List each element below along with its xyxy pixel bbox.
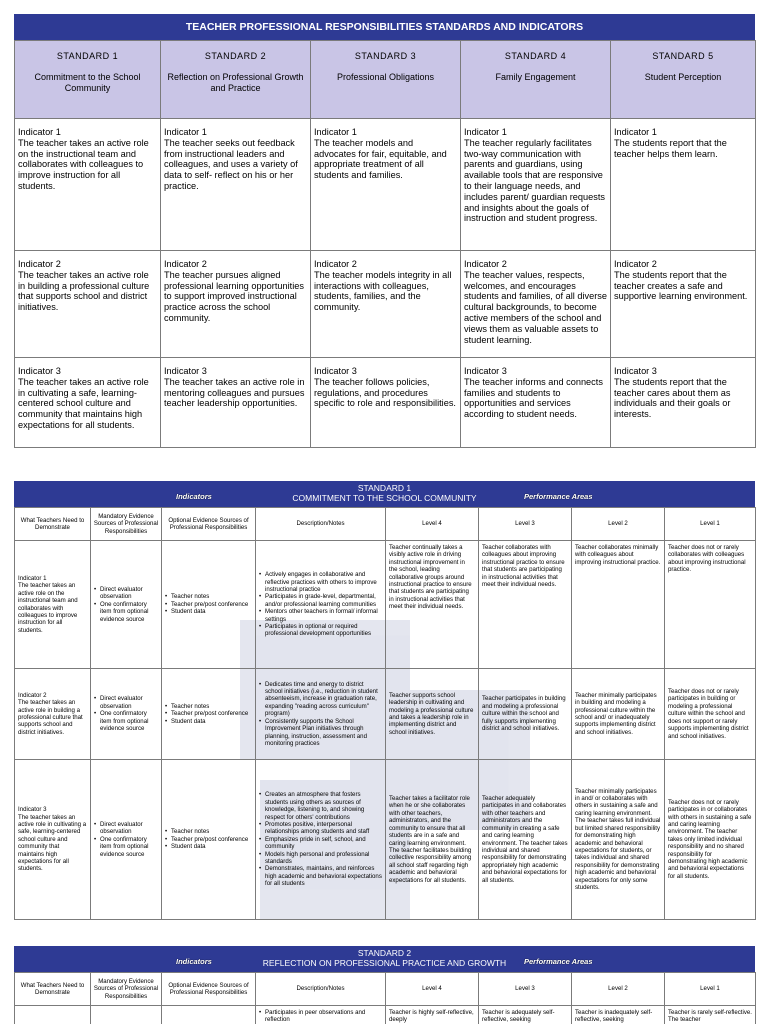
indicator-text: The teacher models integrity in all interactions with colleagues, students, families, and the community. — [314, 269, 452, 313]
column-header: Level 4 — [386, 508, 479, 541]
optional-evidence-cell — [162, 760, 256, 920]
indicator-cell — [15, 1006, 91, 1024]
indicator-cell — [161, 251, 311, 358]
level1-cell: Teacher does not or rarely participates in building or modeling a professional culture within the school and does not support or rarely supports implementing district and school initiatives. — [665, 669, 756, 760]
indicator-cell — [461, 119, 611, 251]
column-header: Level 4 — [386, 973, 479, 1006]
level1-cell: Teacher does not or rarely collaborates with colleagues about improving instructional practice. — [665, 541, 756, 669]
standard1-rubric-table — [14, 507, 756, 920]
list-item: • One confirmatory item from optional evidence source — [94, 710, 158, 732]
list-item: • Mentors other teachers in formal/ informal settings — [259, 608, 382, 623]
level3-cell: Teacher collaborates with colleagues about improving instructional practice to ensure that students are participating in instructional activities that meet their individual needs. — [479, 541, 572, 669]
column-header: Optional Evidence Sources of Professional Responsibilities — [162, 508, 256, 541]
standard-name: Student Perception — [644, 72, 722, 82]
standard-name: Family Engagement — [495, 72, 576, 82]
level4-cell: Teacher continually takes a visibly active role in driving instructional improvement in the school, leading collaborative groups around instructional practice to ensure that students are participating in instructional activities that meet their individual needs. — [386, 541, 479, 669]
optional-evidence-cell — [162, 669, 256, 760]
indicator-cell: Indicator 1 The teacher takes an active role on the instructional team and collaborates with colleagues to improve instruction for all students. — [15, 541, 91, 669]
description-cell — [256, 1006, 386, 1024]
indicator-cell — [161, 358, 311, 448]
mandatory-evidence-cell — [91, 1006, 162, 1024]
level3-cell: Teacher is adequately self-reflective, seeking — [479, 1006, 572, 1024]
indicator-text: The teacher regularly facilitates two-way communication with parents and guardians, using available tools that are responsive to their language needs, and includes parent/ guardian requests and insights about the goals of instruction and student progress. — [464, 137, 605, 224]
indicator-heading: Indicator 1 — [464, 127, 507, 137]
list-item: • Models high personal and professional standards — [259, 851, 382, 866]
standard-label: STANDARD 5 — [652, 51, 714, 61]
indicator-text: The students report that the teacher cares about them as individuals and their goals or interests. — [614, 376, 731, 420]
indicator-heading: Indicator 2 — [164, 259, 207, 269]
standard-header — [15, 41, 161, 119]
list-item: • Direct evaluator observation — [94, 821, 158, 836]
level2-cell: Teacher minimally participates in and/ or collaborates with others in sustaining a safe and caring learning environment. The teacher takes full individual but limited shared responsibility for demonstrating high academic and behavioral expectations for students, or takes individual and shared responsibility for demonstrating high academic and behavioral expectations for only some students. — [572, 760, 665, 920]
indicators-label: Indicators — [176, 492, 212, 501]
performance-areas-label: Performance Areas — [524, 957, 593, 966]
list-item: • Direct evaluator observation — [94, 586, 158, 601]
list-item: • Participates in peer observations and reflection — [259, 1009, 382, 1024]
section1-title-bar — [14, 14, 755, 40]
indicator-heading: Indicator 1 — [314, 127, 357, 137]
standard-name: Commitment to the School Community — [34, 72, 141, 93]
standard-header — [161, 41, 311, 119]
section2-title-bar — [14, 481, 755, 507]
list-item: • One confirmatory item from optional evidence source — [94, 836, 158, 858]
indicator-text: The teacher follows policies, regulations, and procedures specific to role and responsibilities. — [314, 376, 456, 409]
indicator-cell — [311, 358, 461, 448]
indicator-heading: Indicator 2 — [18, 259, 61, 269]
indicator-cell — [461, 251, 611, 358]
standard-title: COMMITMENT TO THE SCHOOL COMMUNITY — [292, 493, 477, 503]
indicator-cell — [611, 358, 756, 448]
indicators-label: Indicators — [176, 957, 212, 966]
description-cell — [256, 541, 386, 669]
level2-cell: Teacher collaborates minimally with colleagues about improving instructional practice. — [572, 541, 665, 669]
mandatory-evidence-cell — [91, 760, 162, 920]
indicator-heading: Indicator 2 — [314, 259, 357, 269]
indicator-heading: Indicator 3 — [464, 366, 507, 376]
indicator-heading: Indicator 1 — [18, 127, 61, 137]
table-row — [15, 541, 756, 669]
indicator-text: The students report that the teacher helps them learn. — [614, 137, 727, 159]
column-header: Description/Notes — [256, 973, 386, 1006]
list-item: • Teacher notes — [165, 593, 252, 600]
level4-cell: Teacher supports school leadership in cultivating and modeling a professional culture and takes a leadership role in implementing district and school initiatives. — [386, 669, 479, 760]
list-item: • Dedicates time and energy to district school initiatives (i.e., reduction in student absenteeism, increase in graduation rate, expanding "reading across curriculum" program) — [259, 681, 382, 718]
list-item: • Participates in optional or required professional development opportunities — [259, 623, 382, 638]
indicator-cell — [15, 119, 161, 251]
column-header: What Teachers Need to Demonstrate — [15, 973, 91, 1006]
table-row — [15, 669, 756, 760]
list-item: • Teacher pre/post conference — [165, 601, 252, 608]
indicator-cell — [161, 119, 311, 251]
level1-cell: Teacher is rarely self-reflective. The teacher — [665, 1006, 756, 1024]
table-row — [15, 760, 756, 920]
standard-label: STANDARD 3 — [354, 51, 417, 61]
standard-label: STANDARD 2 — [204, 51, 267, 61]
description-cell — [256, 760, 386, 920]
mandatory-evidence-cell — [91, 669, 162, 760]
list-item: • Creates an atmosphere that fosters students using others as sources of knowledge, listening to, and showing respect for others' contributions — [259, 791, 382, 821]
indicator-text: The teacher seeks out feedback from instructional leaders and colleagues, and uses a variety of data to self- reflect on his or her practice. — [164, 137, 298, 191]
list-item: • Emphasizes pride in self, school, and community — [259, 836, 382, 851]
column-header: Optional Evidence Sources of Professional Responsibilities — [162, 973, 256, 1006]
level2-cell: Teacher minimally participates in building and modeling a professional culture within the school and/ or inadequately supports implementing district and school initiatives. — [572, 669, 665, 760]
indicator-text: The teacher takes an active role in mentoring colleagues and pursues teacher leadership opportunities. — [164, 376, 305, 409]
list-item: • Participates in grade-level, departmental, and/or professional learning communities — [259, 593, 382, 608]
indicator-heading: Indicator 3 — [314, 366, 357, 376]
indicator-heading: Indicator 3 — [164, 366, 207, 376]
indicator-heading: Indicator 2 — [464, 259, 507, 269]
indicator-heading: Indicator 2 — [614, 259, 657, 269]
indicator-cell — [311, 251, 461, 358]
level1-cell: Teacher does not or rarely participates in or collaborates with others in sustaining a safe and caring learning environment. The teacher takes only limited individual responsibility and no shared responsibility for demonstrating high academic and behavioral expectations for all students. — [665, 760, 756, 920]
section3-title-bar — [14, 946, 755, 972]
list-item: • One confirmatory item from optional evidence source — [94, 601, 158, 623]
indicator-text: The teacher takes an active role on the instructional team and collaborates with colleagues to improve instruction for all students. — [18, 137, 149, 191]
standard-header — [461, 41, 611, 119]
column-header: Level 3 — [479, 973, 572, 1006]
standard-label: STANDARD 1 — [357, 483, 412, 493]
standard-header — [311, 41, 461, 119]
level2-cell: Teacher is inadequately self-reflective, seeking — [572, 1006, 665, 1024]
column-header: Mandatory Evidence Sources of Professional Responsibilities — [91, 973, 162, 1006]
indicator-text: The teacher takes an active role in building a professional culture that supports school and district initiatives. — [18, 269, 150, 313]
level3-cell: Teacher adequately participates in and collaborates with other teachers and administrators and the community in creating a safe and caring learning environment. The teacher takes individual and shared responsibility for demonstrating appropriately high academic and behavioral expectations for all students. — [479, 760, 572, 920]
level4-cell: Teacher is highly self-reflective, deeply — [386, 1006, 479, 1024]
indicator-text: The teacher values, respects, welcomes, and encourages students and families, of all diverse cultural backgrounds, to become active members of the school and views them as valuable assets to student learning. — [464, 269, 607, 345]
indicator-cell — [15, 358, 161, 448]
indicator-cell — [15, 251, 161, 358]
list-item: • Teacher notes — [165, 828, 252, 835]
optional-evidence-cell — [162, 541, 256, 669]
standard-header — [611, 41, 756, 119]
indicator-heading: Indicator 3 — [614, 366, 657, 376]
indicator-cell — [461, 358, 611, 448]
indicator-cell — [611, 119, 756, 251]
list-item: • Teacher notes — [165, 703, 252, 710]
performance-areas-label: Performance Areas — [524, 492, 593, 501]
column-header: Level 3 — [479, 508, 572, 541]
level4-cell: Teacher takes a facilitator role when he or she collaborates with other teachers, administrators, and the community to ensure that all students are in a safe and caring learning environment. The teacher facilitates building collective responsibility among all school staff regarding high academic and behavioral expectations for all students. — [386, 760, 479, 920]
indicator-text: The students report that the teacher creates a safe and supportive learning environment. — [614, 269, 748, 302]
column-header: Level 2 — [572, 973, 665, 1006]
list-item: • Promotes positive, interpersonal relationships among students and staff — [259, 821, 382, 836]
table-row — [15, 1006, 756, 1024]
list-item: • Teacher pre/post conference — [165, 836, 252, 843]
indicator-cell: Indicator 3 The teacher takes an active role in cultivating a safe, learning-centered school culture and community that maintains high expectations for all students. — [15, 760, 91, 920]
column-header: Level 2 — [572, 508, 665, 541]
standard-name: Professional Obligations — [336, 72, 435, 82]
indicator-text: The teacher informs and connects families and students to opportunities and services according to student needs. — [464, 376, 603, 420]
indicator-cell — [611, 251, 756, 358]
indicator-text: The teacher pursues aligned professional learning opportunities to support improved instructional practice across the school community. — [164, 269, 304, 323]
level3-cell: Teacher participates in building and modeling a professional culture within the school and fully supports implementing district and school initiatives. — [479, 669, 572, 760]
list-item: • Consistently supports the School Improvement Plan initiatives through planning, instruction, assessment and monitoring practices — [259, 718, 382, 748]
standard-label: STANDARD 2 — [357, 948, 412, 958]
column-header: Level 1 — [665, 973, 756, 1006]
indicator-heading: Indicator 3 — [18, 366, 61, 376]
section1-title: TEACHER PROFESSIONAL RESPONSIBILITIES STANDARDS AND INDICATORS — [185, 21, 584, 33]
list-item: • Direct evaluator observation — [94, 695, 158, 710]
column-header: What Teachers Need to Demonstrate — [15, 508, 91, 541]
list-item: • Actively engages in collaborative and reflective practices with others to improve instructional practice — [259, 571, 382, 593]
standard-label: STANDARD 1 — [56, 51, 119, 61]
list-item: • Student data — [165, 843, 252, 850]
standard-title: REFLECTION ON PROFESSIONAL PRACTICE AND GROWTH — [262, 958, 507, 968]
indicator-cell — [311, 119, 461, 251]
list-item: • Student data — [165, 608, 252, 615]
standards-overview-table — [14, 40, 756, 448]
optional-evidence-cell — [162, 1006, 256, 1024]
standard2-rubric-table — [14, 972, 756, 1024]
indicator-cell: Indicator 2 The teacher takes an active role in building a professional culture that supports school and district initiatives. — [15, 669, 91, 760]
list-item: • Student data — [165, 718, 252, 725]
indicator-heading: Indicator 1 — [614, 127, 657, 137]
indicator-heading: Indicator 1 — [164, 127, 207, 137]
standard-label: STANDARD 4 — [504, 51, 567, 61]
column-header: Level 1 — [665, 508, 756, 541]
indicator-text: The teacher takes an active role in cultivating a safe, learning-centered school culture and community that maintains high expectations for all students. — [18, 376, 149, 430]
standard-name: Reflection on Professional Growth and Practice — [167, 72, 304, 93]
mandatory-evidence-cell — [91, 541, 162, 669]
column-header: Description/Notes — [256, 508, 386, 541]
indicator-text: The teacher models and advocates for fair, equitable, and appropriate treatment of all students and families. — [314, 137, 447, 181]
description-cell — [256, 669, 386, 760]
column-header: Mandatory Evidence Sources of Professional Responsibilities — [91, 508, 162, 541]
list-item: • Teacher pre/post conference — [165, 710, 252, 717]
list-item: • Demonstrates, maintains, and reinforces high academic and behavioral expectations for all students — [259, 865, 382, 887]
